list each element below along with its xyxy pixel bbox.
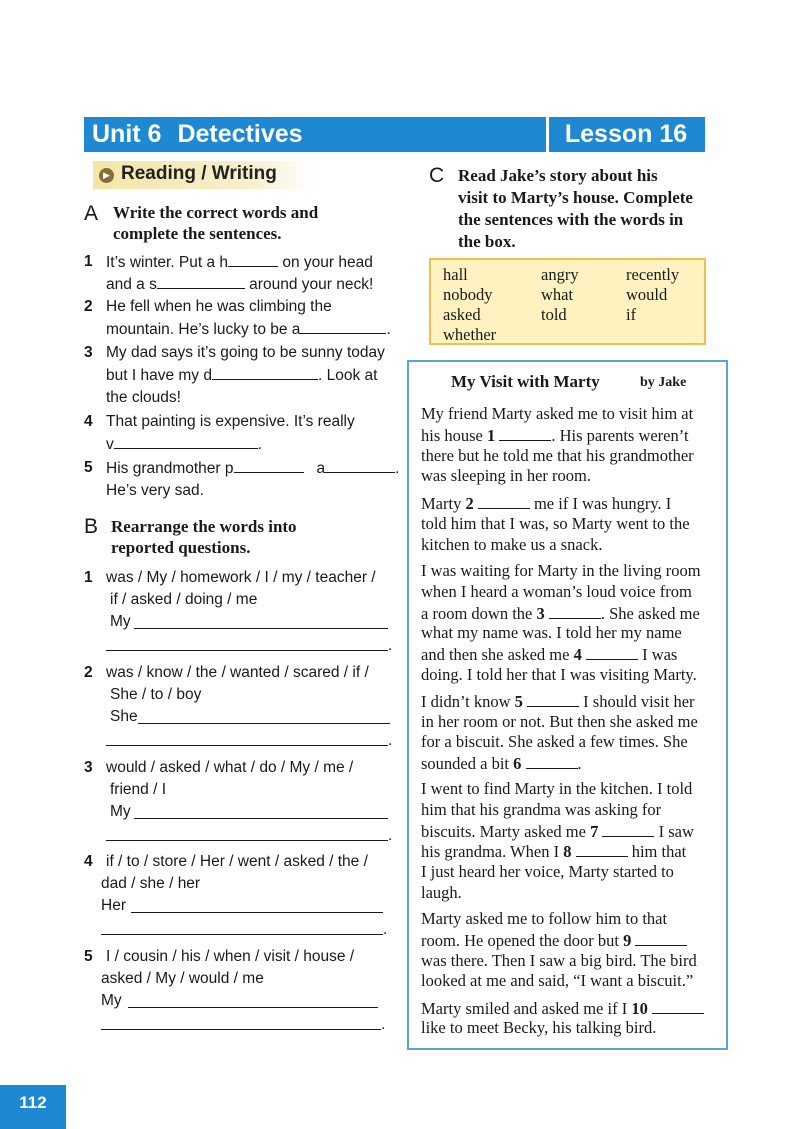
answer-blank[interactable] — [586, 644, 638, 660]
answer-line[interactable] — [106, 745, 388, 746]
a-item-4-line2: v . — [106, 433, 262, 456]
answer-blank[interactable] — [602, 821, 654, 837]
a-item-1-line1: It’s winter. Put a h on your head — [106, 251, 373, 274]
b-item-4-start: Her — [101, 897, 126, 914]
unit-label: Unit 6 — [92, 120, 162, 148]
b-item-4-end: . — [383, 921, 388, 938]
b-item-1-end: . — [388, 637, 393, 654]
section-b-title-line1: Rearrange the words into — [111, 517, 297, 536]
a-item-2-line1: He fell when he was climbing the — [106, 298, 332, 315]
unit-title: Detectives — [177, 120, 303, 148]
word-box-item: if — [626, 305, 637, 324]
answer-blank[interactable] — [635, 930, 687, 946]
b-item-1-start: My — [110, 613, 131, 630]
b-item-2-words: She / to / boy — [110, 686, 202, 703]
answer-line[interactable] — [106, 840, 388, 841]
answer-blank[interactable] — [114, 433, 258, 449]
story-line: sounded a bit 6 . — [421, 754, 582, 773]
section-c-title-line2: visit to Marty’s house. Complete — [458, 188, 693, 207]
b-item-2-words: was / know / the / wanted / scared / if / — [106, 664, 369, 681]
word-box-item: what — [541, 285, 574, 304]
answer-line[interactable] — [131, 912, 383, 913]
b-item-number: 5 — [84, 948, 93, 965]
b-item-1-words: if / asked / doing / me — [110, 591, 258, 608]
unit-heading — [92, 118, 303, 151]
story-line: told him that I was, so Marty went to the — [421, 514, 690, 533]
answer-line[interactable] — [101, 934, 383, 935]
b-item-3-end: . — [388, 827, 393, 844]
story-title: My Visit with Marty — [451, 372, 600, 391]
story-line: I just heard her voice, Marty started to — [421, 862, 674, 881]
lesson-label: Lesson 16 — [546, 117, 703, 152]
a-item-number: 5 — [84, 459, 93, 476]
answer-line[interactable] — [134, 628, 388, 629]
a-item-3-line2: but I have my d . Look at — [106, 364, 377, 387]
section-c-title-line4: the box. — [458, 232, 516, 251]
story-line: My friend Marty asked me to visit him at — [421, 404, 694, 423]
section-a-title-line2: complete the sentences. — [113, 224, 282, 243]
b-item-number: 2 — [84, 664, 93, 681]
a-item-number: 4 — [84, 413, 93, 430]
a-item-number: 3 — [84, 344, 93, 361]
b-item-4-words: dad / she / her — [101, 875, 201, 892]
section-a-title-line1: Write the correct words and — [113, 203, 319, 222]
answer-line[interactable] — [106, 650, 388, 651]
story-line: I was waiting for Marty in the living room — [421, 561, 701, 580]
page-number: 112 — [19, 1093, 47, 1112]
b-item-2-end: . — [388, 732, 393, 749]
story-line: when I heard a woman’s loud voice from — [421, 582, 692, 601]
word-box-item: asked — [443, 305, 481, 324]
story-line: kitchen to make us a snack. — [421, 535, 603, 554]
a-item-3-line3: the clouds! — [106, 389, 181, 406]
word-box-item: angry — [541, 265, 579, 284]
answer-blank[interactable] — [228, 251, 278, 267]
a-item-4-line1: That painting is expensive. It’s really — [106, 413, 355, 430]
story-line: I went to find Marty in the kitchen. I told — [421, 779, 693, 798]
story-line: for a biscuit. She asked a few times. She — [421, 732, 688, 751]
section-c-letter: C — [429, 164, 445, 187]
section-b-letter: B — [84, 515, 99, 538]
story-line: Marty asked me to follow him to that — [421, 909, 668, 928]
story-line: like to meet Becky, his talking bird. — [421, 1018, 657, 1037]
story-line: his house 1 . His parents weren’t — [421, 426, 689, 445]
b-item-4-words: if / to / store / Her / went / asked / the / — [106, 853, 368, 870]
story-line: and then she asked me 4 I was — [421, 645, 678, 664]
story-author: by Jake — [640, 375, 687, 390]
answer-line[interactable] — [134, 818, 388, 819]
a-item-number: 1 — [84, 253, 93, 270]
section-b-title-line2: reported questions. — [111, 538, 251, 557]
a-item-5-line2: He’s very sad. — [106, 482, 204, 499]
b-item-number: 1 — [84, 569, 93, 586]
answer-blank[interactable] — [527, 691, 579, 707]
b-item-1-words: was / My / homework / I / my / teacher / — [106, 569, 376, 586]
story-line: biscuits. Marty asked me 7 I saw — [421, 822, 694, 841]
story-line: laugh. — [421, 883, 462, 902]
answer-blank[interactable] — [526, 753, 578, 769]
story-line: there but he told me that his grandmother — [421, 446, 694, 465]
a-item-3-line1: My dad says it’s going to be sunny today — [106, 344, 385, 361]
b-item-3-words: friend / I — [110, 781, 166, 798]
answer-blank[interactable] — [212, 364, 318, 380]
play-arrow-icon: ▶ — [99, 168, 114, 183]
story-line: Marty 2 me if I was hungry. I — [421, 494, 672, 513]
a-item-2-line2: mountain. He’s lucky to be a . — [106, 318, 391, 341]
story-line: him that his grandma was asking for — [421, 800, 662, 819]
answer-blank[interactable] — [576, 841, 628, 857]
word-box-item: would — [626, 285, 668, 304]
story-line: looked at me and said, “I want a biscuit.” — [421, 971, 694, 990]
story-line: was there. Then I saw a big bird. The bird — [421, 951, 697, 970]
story-line: room. He opened the door but 9 — [421, 930, 687, 952]
answer-blank[interactable] — [300, 318, 386, 334]
word-box-item: told — [541, 305, 567, 324]
story-line: a room down the 3 . She asked me — [421, 604, 700, 623]
answer-line[interactable] — [101, 1029, 381, 1030]
a-item-1-line2: and a s around your neck! — [106, 273, 373, 296]
story-line: I didn’t know 5 I should visit her — [421, 692, 695, 711]
word-box-item: whether — [443, 325, 497, 344]
answer-line[interactable] — [138, 723, 390, 724]
b-item-5-words: asked / My / would / me — [101, 970, 264, 987]
answer-blank[interactable] — [499, 425, 551, 441]
story-line: Marty smiled and asked me if I 10 — [421, 998, 704, 1020]
b-item-5-words: I / cousin / his / when / visit / house / — [106, 948, 355, 965]
answer-blank[interactable] — [652, 998, 704, 1014]
story-line: his grandma. When I 8 him that — [421, 842, 687, 861]
word-box-item: hall — [443, 265, 468, 284]
answer-blank[interactable] — [325, 457, 395, 473]
story-line: in her room or not. But then she asked me — [421, 712, 698, 731]
answer-line[interactable] — [128, 1007, 378, 1008]
b-item-number: 3 — [84, 759, 93, 776]
section-c-title-line3: the sentences with the words in — [458, 210, 684, 229]
b-item-5-start: My — [101, 992, 122, 1009]
story-line: what my name was. I told her my name — [421, 623, 682, 642]
word-box-item: recently — [626, 265, 680, 284]
b-item-2-start: She — [110, 708, 138, 725]
answer-blank[interactable] — [478, 493, 530, 509]
answer-blank[interactable] — [157, 273, 245, 289]
b-item-5-end: . — [381, 1016, 386, 1033]
word-box-item: nobody — [443, 285, 493, 304]
section-a-letter: A — [84, 202, 99, 225]
skill-tag-label: Reading / Writing — [121, 163, 277, 184]
b-item-number: 4 — [84, 853, 93, 870]
answer-blank[interactable] — [234, 457, 304, 473]
a-item-5-line1: His grandmother p a . — [106, 457, 399, 480]
b-item-3-words: would / asked / what / do / My / me / — [106, 759, 354, 776]
answer-blank[interactable] — [549, 603, 601, 619]
b-item-3-start: My — [110, 803, 131, 820]
a-item-number: 2 — [84, 298, 93, 315]
story-line: doing. I told her that I was visiting Marty. — [421, 665, 697, 684]
section-c-title-line1: Read Jake’s story about his — [458, 166, 658, 185]
story-line: was sleeping in her room. — [421, 466, 592, 485]
